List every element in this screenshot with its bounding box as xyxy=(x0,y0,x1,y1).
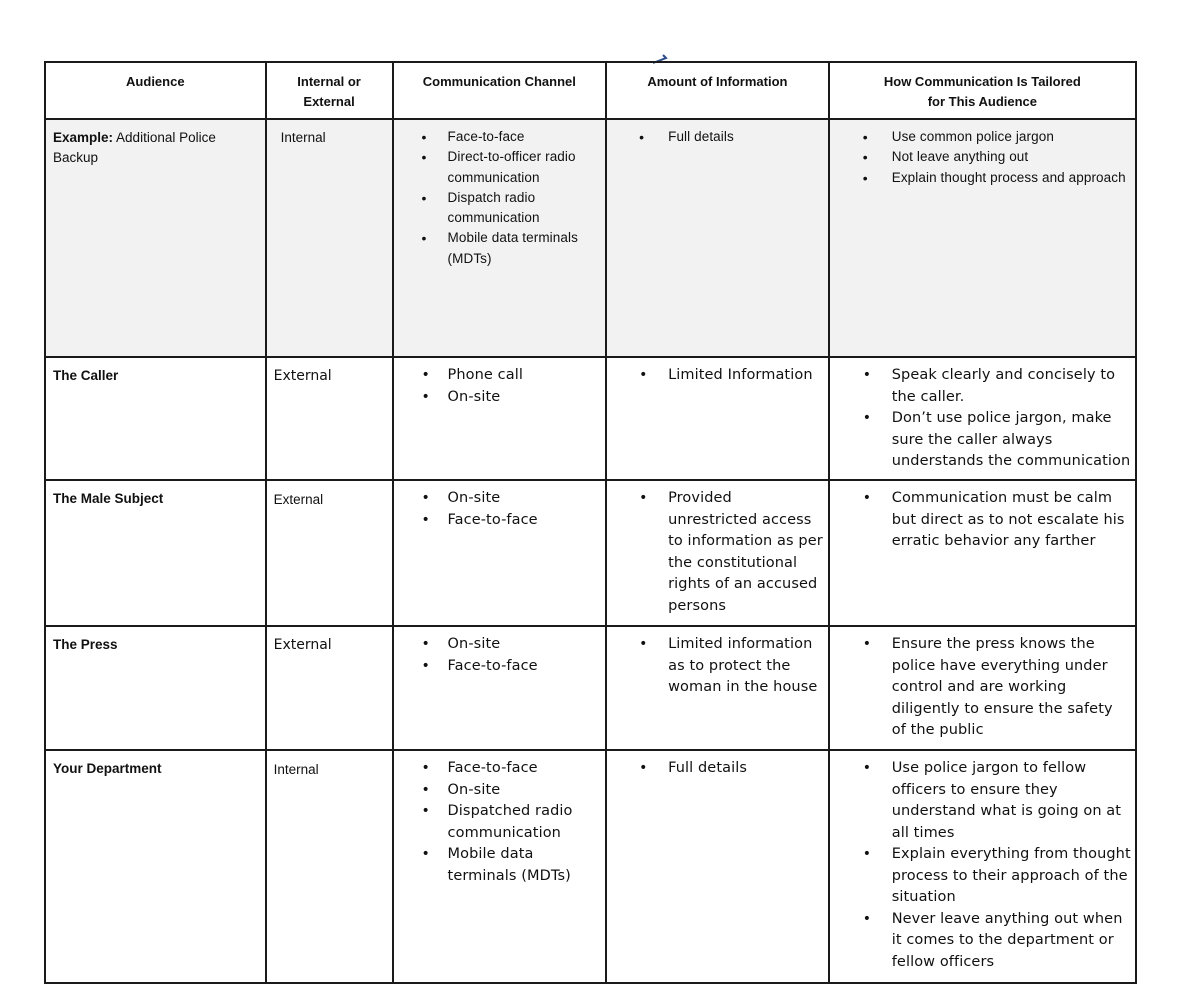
internal-external-cell: External xyxy=(266,357,393,480)
bullet-list xyxy=(607,627,828,699)
list-item: • Dispatch radio communication xyxy=(394,188,602,229)
tailored-cell xyxy=(829,750,1136,983)
header-amount: Amount of Information xyxy=(606,62,829,119)
example-tailored-cell xyxy=(829,119,1136,357)
example-audience-cell xyxy=(45,119,266,357)
header-row xyxy=(45,62,1136,119)
audience-cell: Your Department xyxy=(45,750,266,983)
list-item: • Phone call xyxy=(394,365,602,387)
header-tailored: How Communication Is Tailored for This Audience xyxy=(829,62,1136,119)
list-item: • Not leave anything out xyxy=(830,147,1131,167)
communication-table xyxy=(44,61,1137,984)
list-item: • Full details xyxy=(607,758,824,780)
bullet-list xyxy=(830,627,1135,742)
bullet-list xyxy=(830,120,1135,188)
tailored-cell xyxy=(829,480,1136,626)
bullet-list xyxy=(830,358,1135,473)
list-item: • Speak clearly and concisely to the caller. xyxy=(830,365,1131,408)
table-row xyxy=(45,357,1136,480)
bullet-list xyxy=(830,481,1135,553)
header-internal-external: Internal or External xyxy=(266,62,393,119)
list-item: • Use common police jargon xyxy=(830,127,1131,147)
bullet-list xyxy=(394,481,606,531)
list-item: • On-site xyxy=(394,780,602,802)
example-audience: Additional Police Backup xyxy=(53,130,216,165)
header-audience: Audience xyxy=(45,62,266,119)
bullet-list xyxy=(394,751,606,887)
example-channel-cell xyxy=(393,119,607,357)
example-label: Example: xyxy=(53,130,114,145)
list-item: • Don’t use police jargon, make sure the caller always understands the communication xyxy=(830,408,1131,473)
amount-cell xyxy=(606,750,829,983)
list-item: • On-site xyxy=(394,488,602,510)
list-item: • Mobile data terminals (MDTs) xyxy=(394,844,602,887)
audience-cell: The Caller xyxy=(45,357,266,480)
list-item: • Use police jargon to fellow officers to ensure they understand what is going on at all times xyxy=(830,758,1131,844)
list-item: • Provided unrestricted access to information as per the constitutional rights of an accused persons xyxy=(607,488,824,617)
tailored-cell xyxy=(829,357,1136,480)
internal-external-cell: External xyxy=(266,626,393,750)
audience-cell: The Press xyxy=(45,626,266,750)
list-item: • Limited Information xyxy=(607,365,824,387)
internal-external-cell: Internal xyxy=(266,750,393,983)
amount-cell xyxy=(606,357,829,480)
list-item: • Communication must be calm but direct as to not escalate his erratic behavior any farther xyxy=(830,488,1131,553)
list-item: • On-site xyxy=(394,634,602,656)
example-row xyxy=(45,119,1136,357)
amount-cell xyxy=(606,626,829,750)
list-item: • Limited information as to protect the woman in the house xyxy=(607,634,824,699)
tailored-cell xyxy=(829,626,1136,750)
channel-cell xyxy=(393,626,607,750)
list-item: • Direct-to-officer radio communication xyxy=(394,147,602,188)
table-row xyxy=(45,626,1136,750)
example-internal-external: Internal xyxy=(266,119,393,357)
list-item: • On-site xyxy=(394,387,602,409)
bullet-list xyxy=(830,751,1135,973)
channel-cell xyxy=(393,750,607,983)
bullet-list xyxy=(607,481,828,617)
list-item: • Face-to-face xyxy=(394,127,602,147)
list-item: • Never leave anything out when it comes to the department or fellow officers xyxy=(830,909,1131,974)
list-item: • Face-to-face xyxy=(394,510,602,532)
channel-cell xyxy=(393,480,607,626)
channel-cell xyxy=(393,357,607,480)
audience-cell: The Male Subject xyxy=(45,480,266,626)
table-row xyxy=(45,480,1136,626)
bullet-list xyxy=(607,751,828,780)
bullet-list xyxy=(607,120,828,147)
amount-cell xyxy=(606,480,829,626)
example-amount-cell xyxy=(606,119,829,357)
list-item: • Dispatched radio communication xyxy=(394,801,602,844)
bullet-list xyxy=(394,358,606,408)
list-item: • Face-to-face xyxy=(394,758,602,780)
internal-external-cell: External xyxy=(266,480,393,626)
table-row xyxy=(45,750,1136,983)
bullet-list xyxy=(394,627,606,677)
list-item: • Full details xyxy=(607,127,824,147)
list-item: • Mobile data terminals (MDTs) xyxy=(394,228,602,269)
header-channel: Communication Channel xyxy=(393,62,607,119)
bullet-list xyxy=(394,120,606,269)
list-item: • Ensure the press knows the police have everything under control and are working diligently to ensure the safety of the public xyxy=(830,634,1131,742)
list-item: • Explain thought process and approach xyxy=(830,168,1131,188)
list-item: • Explain everything from thought process to their approach of the situation xyxy=(830,844,1131,909)
list-item: • Face-to-face xyxy=(394,656,602,678)
bullet-list xyxy=(607,358,828,387)
